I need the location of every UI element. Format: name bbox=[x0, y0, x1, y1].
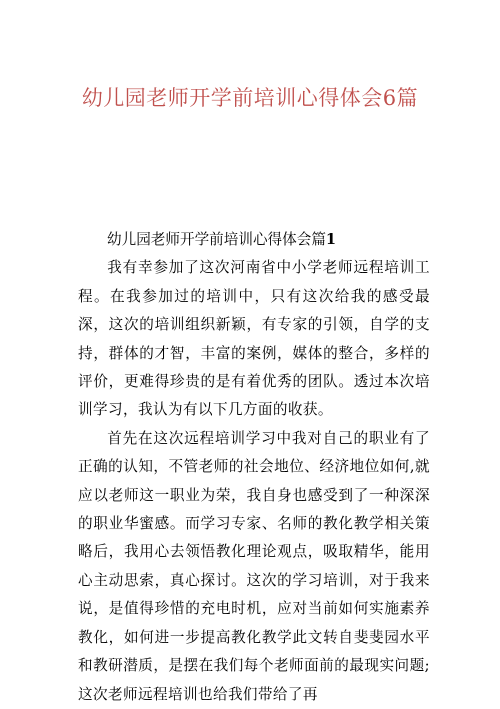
document-title: 幼儿园老师开学前培训心得体会6篇 bbox=[81, 86, 419, 110]
paragraph-1: 我有幸参加了这次河南省中小学老师远程培训工程。在我参加过的培训中，只有这次给我的感受最深，这次的培训组织新颖，有专家的引领，自学的支持，群体的才智，丰富的案例，媒体的整合，多样的评价，更难得珍贵的是有着优秀的团队。透过本次培训学习，我认为有以下几方面的收获。 bbox=[78, 259, 430, 419]
section-heading bbox=[78, 226, 430, 254]
section-number: 1 bbox=[325, 231, 337, 248]
document-body bbox=[78, 226, 430, 709]
paragraph-2: 首先在这次远程培训学习中我对自己的职业有了正确的认知，不管老师的社会地位、经济地位如何,就应以老师这一职业为荣，我自身也感受到了一种深深的职业华蜜感。而学习专家、名师的教化教学相关策略后，我用心去领悟教化理论观点，吸取精华，能用心主动思索，真心探讨。这次的学习培训，对于我来说，是值得珍惜的充电时机，应对当前如何实施素养教化，如何进一步提高教化教学此文转自斐斐园水平和教研潜质，是摆在我们每个老师面前的最现实问题;这次老师远程培训也给我们带给了再 bbox=[78, 429, 430, 703]
section-heading-text: 幼儿园老师开学前培训心得体会篇 bbox=[107, 231, 326, 248]
